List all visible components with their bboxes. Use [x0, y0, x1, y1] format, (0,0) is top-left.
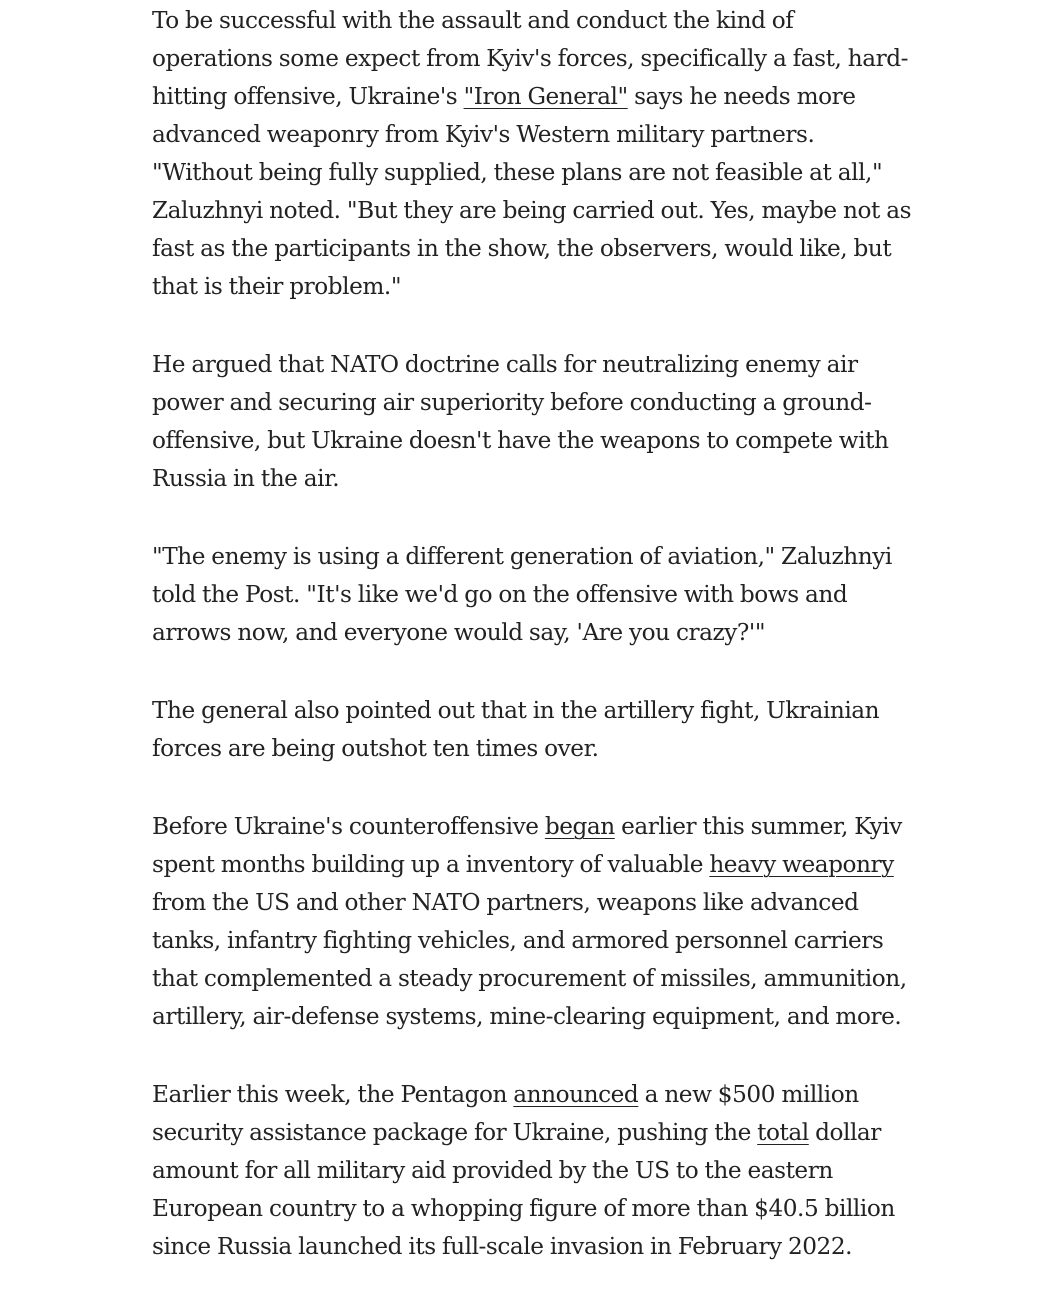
text-segment: To be successful with the assault and conduct the kind of operations some expect from Kyiv's forces, specifically a fast, hard-hitting offensive, Ukraine's: [152, 7, 908, 110]
paragraph-counteroffensive: [152, 808, 912, 1036]
paragraph-artillery: [152, 692, 912, 768]
link-announced[interactable]: announced: [513, 1081, 639, 1108]
link-began[interactable]: began: [544, 813, 615, 840]
paragraph-iron-general: [152, 2, 912, 306]
text-segment: says he needs more advanced weaponry from Kyiv's Western military partners. "Without being fully supplied, these plans are not feasible at all," Zaluzhnyi noted. "But they are being carried out. Yes, maybe not as fast as the participants in the show, the observers, would like, but that is their problem.": [152, 83, 912, 300]
text-segment: The general also pointed out that in the artillery fight, Ukrainian forces are being outshot ten times over.: [152, 697, 880, 762]
link-iron-general[interactable]: "Iron General": [463, 83, 628, 110]
text-segment: dollar amount for all military aid provided by the US to the eastern European country to a whopping figure of more than $40.5 billion since Russia launched its full-scale invasion in February 2022.: [152, 1119, 895, 1260]
link-total[interactable]: total: [757, 1119, 809, 1146]
text-segment: He argued that NATO doctrine calls for neutralizing enemy air power and securing air superiority before conducting a ground-offensive, but Ukraine doesn't have the weapons to compete with Russia in the air.: [152, 351, 889, 492]
paragraph-nato-doctrine: [152, 346, 912, 498]
article-body: [152, 2, 912, 1306]
text-segment: Earlier this week, the Pentagon: [152, 1081, 514, 1108]
text-segment: "The enemy is using a different generation of aviation," Zaluzhnyi told the Post. "It's like we'd go on the offensive with bows and arrows now, and everyone would say, 'Are you crazy?'": [152, 543, 892, 646]
link-heavy-weaponry[interactable]: heavy weaponry: [709, 851, 894, 878]
paragraph-aviation-quote: [152, 538, 912, 652]
text-segment: from the US and other NATO partners, weapons like advanced tanks, infantry fighting vehicles, and armored personnel carriers that complemented a steady procurement of missiles, ammunition, artillery, air-defense systems, mine-clearing equipment, and more.: [152, 889, 907, 1030]
paragraph-pentagon-package: [152, 1076, 912, 1266]
text-segment: earlier this summer, Kyiv spent months building up a inventory of valuable: [152, 813, 902, 878]
text-segment: Before Ukraine's counteroffensive: [152, 813, 545, 840]
text-segment: a new $500 million security assistance package for Ukraine, pushing the: [152, 1081, 859, 1146]
